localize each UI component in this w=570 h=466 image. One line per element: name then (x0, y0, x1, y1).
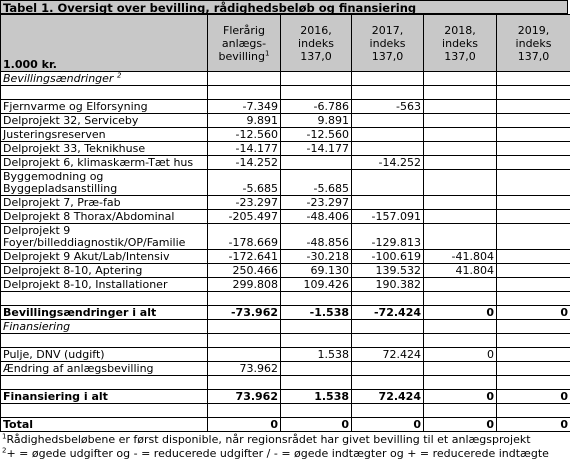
cell-value (281, 362, 352, 376)
cell-value (208, 376, 281, 390)
cell-value: -14.252 (352, 156, 424, 170)
cell-value (281, 320, 352, 334)
cell-value: 1.538 (281, 390, 352, 404)
cell-value: -14.177 (208, 142, 281, 156)
section-label-sup: 2 (116, 71, 122, 80)
row-label (1, 404, 208, 418)
cell-value: 0 (424, 418, 497, 432)
table-row (1, 100, 570, 114)
cell-value (497, 114, 570, 128)
cell-value: -100.619 (352, 250, 424, 264)
section-label (1, 72, 208, 86)
table-row (1, 278, 570, 292)
table-row (1, 348, 570, 362)
table-row (1, 142, 570, 156)
cell-value: -205.497 (208, 210, 281, 224)
cell-value (497, 250, 570, 264)
cell-value (281, 376, 352, 390)
cell-value (424, 292, 497, 306)
header-col-bevilling-text: Flerårig anlægs-bevilling (218, 23, 267, 63)
cell-value: -30.218 (281, 250, 352, 264)
cell-value (497, 348, 570, 362)
cell-value (281, 292, 352, 306)
cell-value (424, 362, 497, 376)
cell-value: 0 (424, 390, 497, 404)
cell-value (352, 114, 424, 128)
table-row (1, 210, 570, 224)
row-label: Delprojekt 8 Thorax/Abdominal (1, 210, 208, 224)
header-col-2019: 2019, indeks 137,0 (497, 15, 570, 72)
cell-value (424, 142, 497, 156)
cell-value (497, 320, 570, 334)
cell-value: 41.804 (424, 264, 497, 278)
cell-value: -12.560 (281, 128, 352, 142)
spacer-row (1, 404, 570, 418)
row-label (1, 334, 208, 348)
total-row-total (1, 418, 570, 432)
budget-table (0, 14, 570, 432)
cell-value: -7.349 (208, 100, 281, 114)
cell-value (352, 320, 424, 334)
cell-value (424, 170, 497, 196)
cell-value: 1.538 (281, 348, 352, 362)
cell-value (352, 376, 424, 390)
table-row (1, 156, 570, 170)
cell-value: 0 (497, 306, 570, 320)
cell-value (497, 404, 570, 418)
table-row (1, 362, 570, 376)
cell-value: -14.177 (281, 142, 352, 156)
row-label: Delprojekt 9 Akut/Lab/Intensiv (1, 250, 208, 264)
cell-value: 0 (208, 418, 281, 432)
cell-value: 72.424 (352, 390, 424, 404)
cell-value (424, 100, 497, 114)
cell-value: 109.426 (281, 278, 352, 292)
cell-value (424, 278, 497, 292)
cell-value (352, 170, 424, 196)
table-row (1, 128, 570, 142)
table-row (1, 196, 570, 210)
row-label: Delprojekt 8-10, Aptering (1, 264, 208, 278)
cell-value: 0 (281, 418, 352, 432)
header-col-2018: 2018, indeks 137,0 (424, 15, 497, 72)
cell-value: -23.297 (281, 196, 352, 210)
cell-value (352, 292, 424, 306)
cell-value: 0 (424, 348, 497, 362)
table-row (1, 170, 570, 196)
cell-value (352, 362, 424, 376)
spacer-row (1, 292, 570, 306)
cell-value: -41.804 (424, 250, 497, 264)
cell-value: -1.538 (281, 306, 352, 320)
cell-value (497, 100, 570, 114)
spacer-row (1, 86, 570, 100)
row-label: Delprojekt 6, klimaskærm-Tæt hus (1, 156, 208, 170)
row-label: Delprojekt 32, Serviceby (1, 114, 208, 128)
cell-value: -563 (352, 100, 424, 114)
cell-value (424, 210, 497, 224)
cell-value: 69.130 (281, 264, 352, 278)
header-col-2016: 2016, indeks 137,0 (281, 15, 352, 72)
cell-value (497, 170, 570, 196)
cell-value (208, 348, 281, 362)
section-label-text: Bevillingsændringer (3, 72, 114, 85)
cell-value (352, 334, 424, 348)
cell-value: -14.252 (208, 156, 281, 170)
cell-value: 0 (497, 390, 570, 404)
row-label: Total (1, 418, 208, 432)
cell-value (497, 278, 570, 292)
cell-value: 250.466 (208, 264, 281, 278)
row-label: Ændring af anlægsbevilling (1, 362, 208, 376)
header-col-bevilling-sup: 1 (264, 48, 270, 57)
footnote-2-sup: 2 (2, 446, 7, 455)
table-title: Tabel 1. Oversigt over bevilling, rådighedsbeløb og finansiering (0, 0, 568, 14)
cell-value: 0 (424, 306, 497, 320)
cell-value (424, 196, 497, 210)
cell-value: -5.685 (281, 170, 352, 196)
cell-value: -23.297 (208, 196, 281, 210)
cell-value (208, 320, 281, 334)
row-label: Delprojekt 7, Præ-fab (1, 196, 208, 210)
cell-value (424, 128, 497, 142)
row-label: Pulje, DNV (udgift) (1, 348, 208, 362)
cell-value: -73.962 (208, 306, 281, 320)
cell-value (497, 362, 570, 376)
cell-value (281, 156, 352, 170)
total-row-finansiering (1, 390, 570, 404)
cell-value: 9.891 (281, 114, 352, 128)
cell-value (424, 320, 497, 334)
cell-value: 0 (497, 418, 570, 432)
cell-value (497, 292, 570, 306)
cell-value (424, 156, 497, 170)
row-label: Delprojekt 9 Foyer/billeddiagnostik/OP/Familie (1, 224, 208, 250)
cell-value: 299.808 (208, 278, 281, 292)
footnote-1-sup: 1 (2, 432, 7, 441)
row-label: Bevillingsændringer i alt (1, 306, 208, 320)
cell-value (424, 114, 497, 128)
cell-value (424, 376, 497, 390)
section-row-finansiering (1, 320, 570, 334)
cell-value: -157.091 (352, 210, 424, 224)
cell-value: 0 (352, 418, 424, 432)
row-label: Byggemodning og Byggepladsanstilling (1, 170, 208, 196)
cell-value (352, 128, 424, 142)
table-row (1, 114, 570, 128)
cell-value: -129.813 (352, 224, 424, 250)
cell-value (497, 224, 570, 250)
cell-value (281, 334, 352, 348)
footnote-2 (0, 447, 570, 460)
cell-value (208, 292, 281, 306)
row-label: Fjernvarme og Elforsyning (1, 100, 208, 114)
cell-value (497, 142, 570, 156)
cell-value (352, 404, 424, 418)
row-label (1, 376, 208, 390)
header-col-bevilling (208, 15, 281, 72)
cell-value: 72.424 (352, 348, 424, 362)
cell-value: -6.786 (281, 100, 352, 114)
cell-value (497, 128, 570, 142)
cell-value: -72.424 (352, 306, 424, 320)
row-label: Delprojekt 33, Teknikhuse (1, 142, 208, 156)
cell-value: -5.685 (208, 170, 281, 196)
cell-value (497, 376, 570, 390)
cell-value: -12.560 (208, 128, 281, 142)
cell-value (497, 264, 570, 278)
row-label: Justeringsreserven (1, 128, 208, 142)
header-col-2017: 2017, indeks 137,0 (352, 15, 424, 72)
header-row (1, 15, 570, 72)
cell-value: 9.891 (208, 114, 281, 128)
cell-value (497, 210, 570, 224)
row-label: Finansiering i alt (1, 390, 208, 404)
table-row (1, 224, 570, 250)
spacer-row (1, 334, 570, 348)
cell-value: -178.669 (208, 224, 281, 250)
cell-value (352, 196, 424, 210)
cell-value (424, 404, 497, 418)
cell-value (281, 404, 352, 418)
cell-value: -48.406 (281, 210, 352, 224)
cell-value: -48.856 (281, 224, 352, 250)
row-label (1, 292, 208, 306)
cell-value: -172.641 (208, 250, 281, 264)
cell-value: 139.532 (352, 264, 424, 278)
cell-value (497, 334, 570, 348)
cell-value: 73.962 (208, 362, 281, 376)
unit-label: 1.000 kr. (1, 15, 208, 72)
row-label: Finansiering (1, 320, 208, 334)
cell-value: 73.962 (208, 390, 281, 404)
row-label: Delprojekt 8-10, Installationer (1, 278, 208, 292)
total-row-bevillingsaendringer (1, 306, 570, 320)
cell-value (424, 224, 497, 250)
cell-value (497, 156, 570, 170)
cell-value (352, 142, 424, 156)
cell-value (208, 404, 281, 418)
table-row (1, 250, 570, 264)
footnote-2-text: + = øgede udgifter og - = reducerede udgifter / - = øgede indtægter og + = reducerede indtægte (6, 447, 549, 460)
spacer-row (1, 376, 570, 390)
cell-value: 190.382 (352, 278, 424, 292)
footnote-1-text: Rådighedsbeløbene er først disponible, når regionsrådet har givet bevilling til et anlægsprojekt (6, 433, 531, 446)
table-row (1, 264, 570, 278)
cell-value (424, 334, 497, 348)
footnote-1 (0, 433, 570, 446)
cell-value (208, 334, 281, 348)
cell-value (497, 196, 570, 210)
section-row-bevillingsaendringer (1, 72, 570, 86)
